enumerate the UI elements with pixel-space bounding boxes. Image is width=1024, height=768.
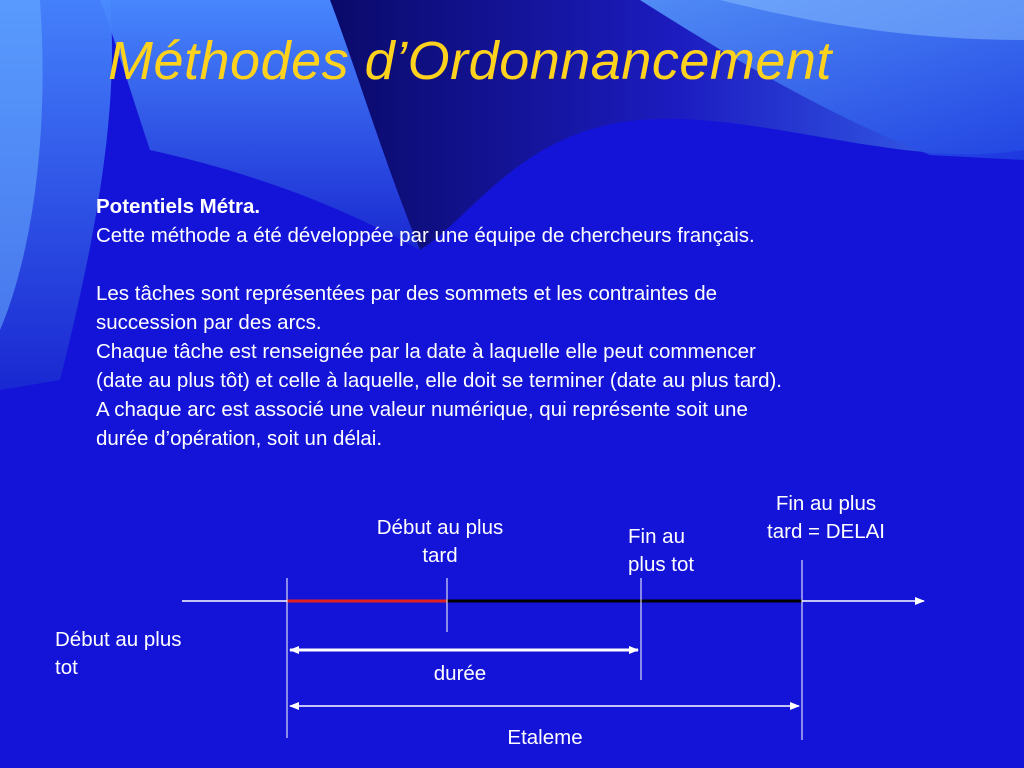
paragraph-line: (date au plus tôt) et celle à laquelle, elle doit se terminer (date au plus tard). <box>96 369 782 392</box>
paragraph-line: durée d’opération, soit un délai. <box>96 427 383 450</box>
label-debut-tot: Début au plus tot <box>55 628 182 679</box>
paragraph-line: Chaque tâche est renseignée par la date à laquelle elle peut commencer <box>96 340 756 363</box>
intro-text: Cette méthode a été développée par une équipe de chercheurs français. <box>96 224 755 247</box>
paragraph-line: A chaque arc est associé une valeur numérique, qui représente soit une <box>96 398 748 421</box>
section-heading: Potentiels Métra. <box>96 195 261 218</box>
label-fin-tot: Fin au plus tot <box>628 525 695 576</box>
label-debut-tard: Début au plus tard <box>376 516 504 567</box>
slide-title: Méthodes d’Ordonnancement <box>108 31 832 91</box>
label-fin-tard: Fin au plus tard = DELAI <box>767 492 885 543</box>
label-duree: durée <box>433 662 487 685</box>
paragraph-line: Les tâches sont représentées par des sommets et les contraintes de <box>96 282 718 305</box>
paragraph-line: succession par des arcs. <box>96 311 322 334</box>
label-etalement: Etaleme <box>507 726 583 749</box>
